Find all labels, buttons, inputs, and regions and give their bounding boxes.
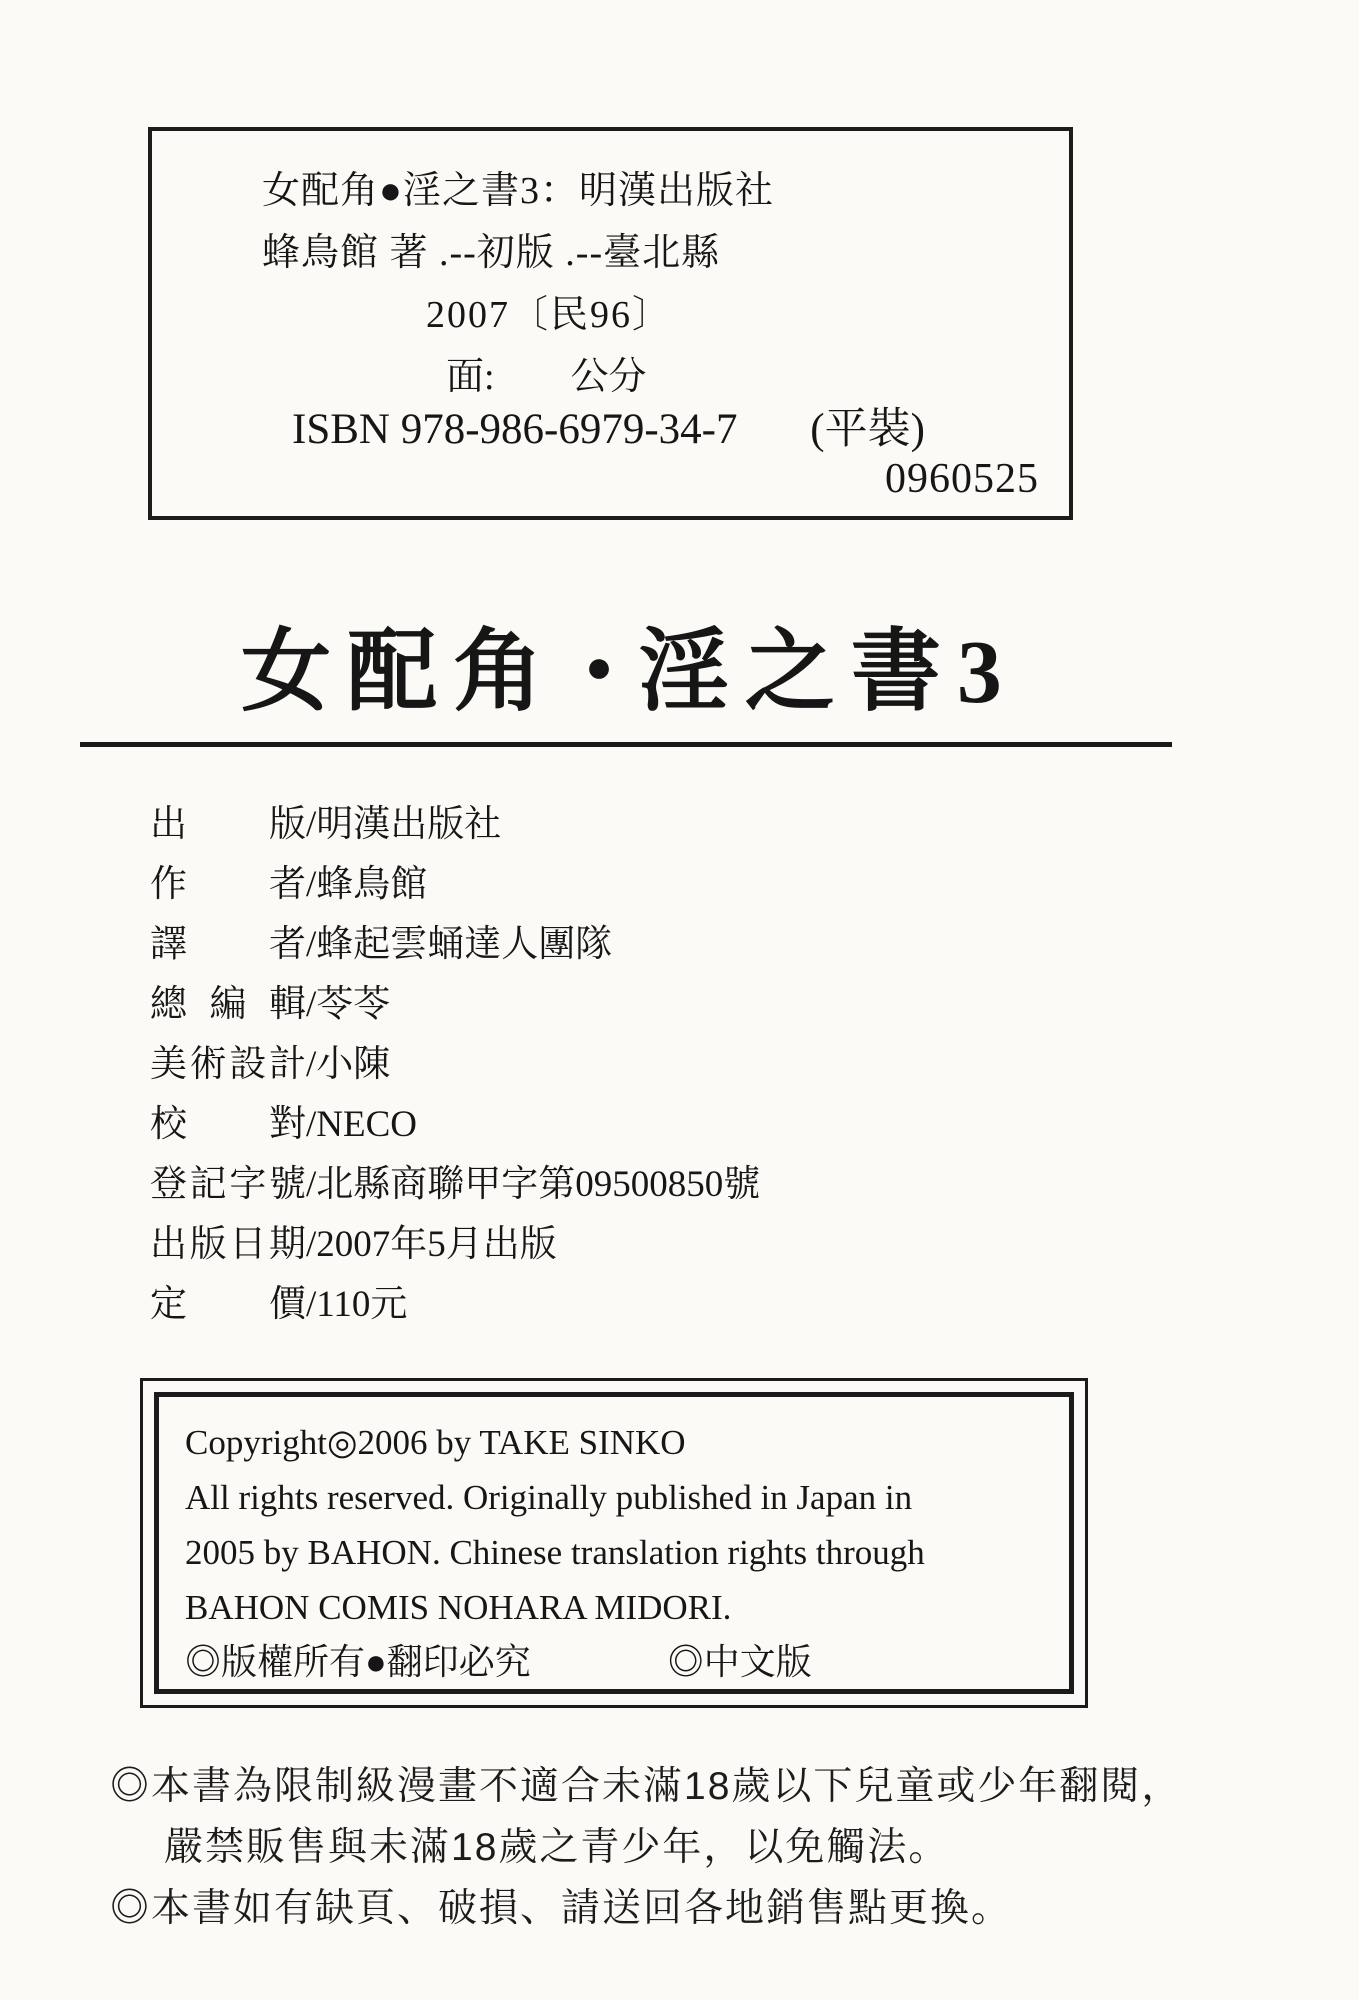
title-divider bbox=[80, 742, 1172, 747]
detail-row-price bbox=[150, 1280, 760, 1340]
copyright-box bbox=[140, 1378, 1088, 1708]
detail-value: /小陳 bbox=[306, 1044, 391, 1085]
detail-label: 作者 bbox=[150, 864, 306, 905]
detail-row-art-design bbox=[150, 1040, 760, 1100]
detail-row-translator bbox=[150, 920, 760, 980]
serial-number: 0960525 bbox=[885, 456, 1039, 502]
detail-value: /明漢出版社 bbox=[306, 804, 502, 845]
detail-row-proofreader bbox=[150, 1100, 760, 1160]
detail-value: /110元 bbox=[306, 1284, 408, 1325]
rights-reserved-line bbox=[185, 1635, 1059, 1690]
book-title bbox=[0, 623, 1309, 722]
detail-label: 譯者 bbox=[150, 924, 306, 965]
detail-row-publisher bbox=[150, 800, 760, 860]
notice-age-restriction-cont: 嚴禁販售與未滿18歲之青少年，以免觸法。 bbox=[164, 1826, 950, 1869]
detail-value: /苓苓 bbox=[306, 984, 391, 1025]
detail-label: 登記字號 bbox=[150, 1164, 306, 1205]
cip-author-edition: 蜂鳥館 著 .--初版 .--臺北縣 bbox=[262, 232, 721, 274]
detail-label: 出版日期 bbox=[150, 1224, 306, 1265]
cip-data-box bbox=[148, 127, 1073, 520]
cip-title-publisher: 女配角●淫之書3：明漢出版社 bbox=[262, 170, 774, 212]
isbn-number: ISBN 978-986-6979-34-7 bbox=[292, 406, 738, 453]
title-bullet-icon: ● bbox=[585, 641, 613, 692]
detail-label: 出版 bbox=[150, 804, 306, 845]
notice-age-restriction: ◎本書為限制級漫畫不適合未滿18歲以下兒童或少年翻閱， bbox=[110, 1765, 1183, 1808]
copyright-line-3: 2005 by BAHON. Chinese translation rights through bbox=[185, 1533, 925, 1572]
chinese-edition-label: ◎中文版 bbox=[667, 1642, 812, 1682]
detail-label: 校對 bbox=[150, 1104, 306, 1145]
copyright-box-inner bbox=[154, 1392, 1074, 1694]
detail-label: 總編輯 bbox=[150, 984, 306, 1025]
notices bbox=[110, 1756, 1182, 1939]
isbn-line bbox=[292, 395, 925, 456]
binding-type: (平裝) bbox=[810, 406, 925, 453]
detail-row-publish-date bbox=[150, 1220, 760, 1280]
detail-label: 美術設計 bbox=[150, 1044, 306, 1085]
detail-label: 定價 bbox=[150, 1284, 306, 1325]
book-title-right: 淫之書3 bbox=[638, 623, 1018, 722]
copyright-line-1: Copyright◎2006 by TAKE SINKO bbox=[185, 1423, 686, 1462]
copyright-line-4: BAHON COMIS NOHARA MIDORI. bbox=[185, 1588, 732, 1627]
rights-reserved-text: ◎版權所有●翻印必究 bbox=[185, 1642, 531, 1682]
detail-value: /北縣商聯甲字第09500850號 bbox=[306, 1164, 761, 1205]
detail-value: /NECO bbox=[306, 1104, 417, 1145]
notice-replacement: ◎本書如有缺頁、破損、請送回各地銷售點更換。 bbox=[110, 1887, 1013, 1930]
publication-details bbox=[150, 800, 760, 1340]
detail-row-registration bbox=[150, 1160, 760, 1220]
detail-row-chief-editor bbox=[150, 980, 760, 1040]
detail-value: /2007年5月出版 bbox=[306, 1224, 557, 1265]
cip-year: 2007〔民96〕 bbox=[426, 294, 673, 336]
detail-value: /蜂起雲蛹達人團隊 bbox=[306, 924, 613, 965]
copyright-line-2: All rights reserved. Originally published in Japan in bbox=[185, 1478, 913, 1517]
book-title-left: 女配角 bbox=[241, 623, 560, 722]
cip-dimensions: 面: 公分 bbox=[446, 356, 647, 398]
detail-row-author bbox=[150, 860, 760, 920]
detail-value: /蜂鳥館 bbox=[306, 864, 428, 905]
